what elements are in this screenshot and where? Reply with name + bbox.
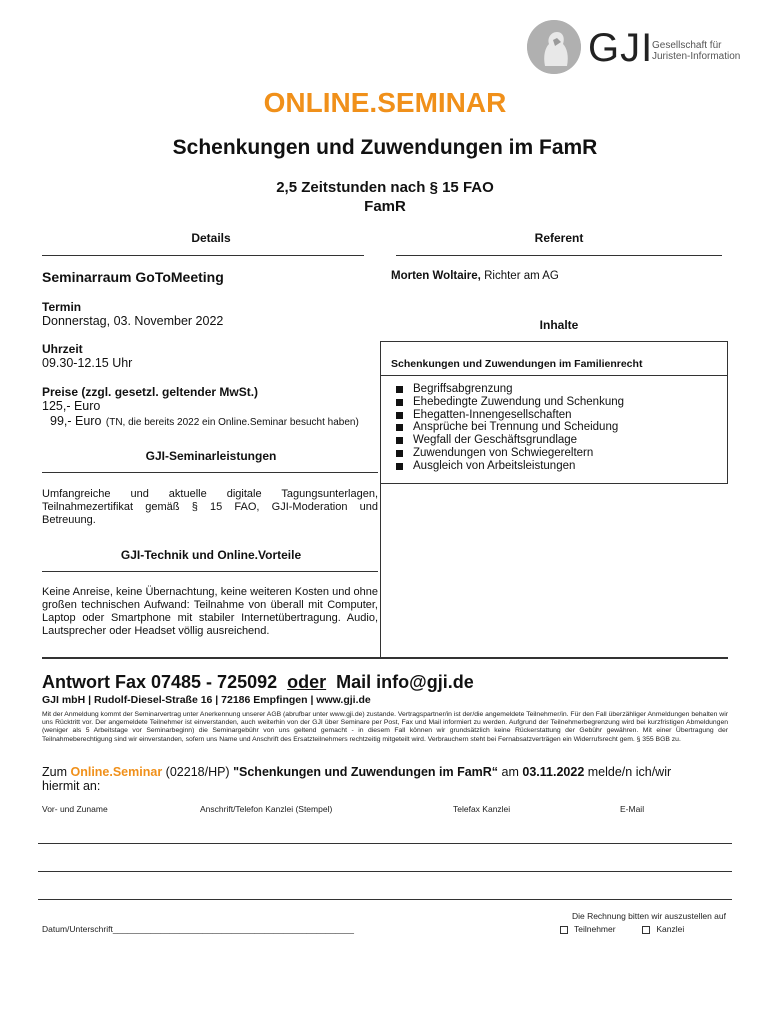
list-item: Zuwendungen von Schwiegereltern bbox=[393, 447, 624, 460]
divider bbox=[42, 571, 378, 572]
hours-info: 2,5 Zeitstunden nach § 15 FAO FamR bbox=[276, 179, 494, 215]
list-item: Ansprüche bei Trennung und Scheidung bbox=[393, 421, 624, 434]
list-item: Ehegatten-Innengesellschaften bbox=[393, 409, 624, 422]
gji-logo-emblem bbox=[527, 20, 581, 74]
address-line: GJI mbH | Rudolf-Diesel-Straße 16 | 72186 Empfingen | www.gji.de bbox=[42, 694, 371, 706]
fineprint: Mit der Anmeldung kommt der Seminarvertrag unter Anerkennung unserer AGB (abrufbar unter www.gji.de) zustande. Vertragspartner/in ist der/die angemeldete Teilnehmer/in. Für den Fall überzähliger Anmeldungen behalten wir uns Rücktritt vor. Der angemeldete Teilnehmer ist einverstanden, auch weiterhin von der GJI über Seminare per Post, Fax und Mail informiert zu werden. Aufgrund der Teilnehmerbegrenzung wird bei kurzfristigen Abmeldungen (weniger als 5 Arbeitstage vor Seminarbeginn) die Seminargebühr von uns geltend gemacht - in diesem Fall können wir grundsätzlich keine Rückerstattung der Gebühr gewähren. Mit einer Übertragung der Teilnahmeberechtigung sind wir einverstanden, sofern uns Name und Anschrift des Ersatzteilnehmers rechtzeitig mitgeteilt wird. Verbrauchern steht bei Fernabsatzverträgen ein Widerrufsrecht gem. § 355 BGB zu. bbox=[42, 711, 728, 743]
referent-heading: Referent bbox=[534, 231, 584, 245]
technik-heading: GJI-Technik und Online.Vorteile bbox=[120, 548, 302, 562]
signature-field[interactable]: Datum/Unterschrift___________________________________________________ bbox=[42, 924, 354, 934]
seminar-title: Schenkungen und Zuwendungen im FamR bbox=[172, 136, 598, 159]
form-line-1[interactable] bbox=[38, 843, 732, 864]
divider bbox=[42, 255, 364, 256]
divider bbox=[381, 375, 727, 376]
details-heading: Details bbox=[191, 231, 231, 245]
termin-value: Donnerstag, 03. November 2022 bbox=[42, 314, 224, 328]
divider bbox=[396, 255, 722, 256]
form-label-address: Anschrift/Telefon Kanzlei (Stempel) bbox=[200, 804, 333, 814]
price-reduced: 99,- Euro (TN, die bereits 2022 ein Online.Seminar besucht haben) bbox=[50, 414, 359, 428]
form-line-3[interactable] bbox=[38, 899, 732, 910]
venue: Seminarraum GoToMeeting bbox=[42, 269, 224, 285]
invoice-note: Die Rechnung bitten wir auszustellen auf bbox=[571, 911, 726, 921]
price-regular: 125,- Euro bbox=[42, 399, 101, 413]
logo-tagline: Gesellschaft für Juristen-Information bbox=[652, 40, 741, 62]
registration-text: Zum Online.Seminar (02218/HP) "Schenkungen und Zuwendungen im FamR“ am 03.11.2022 melde/n ich/wir hiermit an: bbox=[42, 765, 672, 793]
leistungen-text: Umfangreiche und aktuelle digitale Tagungsunterlagen, Teilnahmezertifikat gemäß § 15 FAO, GJI-Moderation und Betreuung. bbox=[42, 488, 378, 526]
referent-info: Morten Woltaire, Richter am AG bbox=[391, 270, 559, 282]
technik-text: Keine Anreise, keine Übernachtung, keine weiteren Kosten und ohne großen technischen Aufwand: Teilnahme von überall mit Computer, Laptop oder Smartphone mit stabiler Internetübertragung. Audio, Lautsprecher oder Headset völlig ausreichend. bbox=[42, 586, 378, 637]
inhalte-heading: Inhalte bbox=[539, 318, 579, 332]
checkbox-teilnehmer[interactable] bbox=[560, 926, 568, 934]
divider bbox=[42, 472, 378, 473]
inhalte-box bbox=[380, 341, 728, 484]
form-label-email: E-Mail bbox=[620, 804, 645, 814]
form-label-name: Vor- und Zuname bbox=[42, 804, 108, 814]
preise-label: Preise (zzgl. gesetzl. geltender MwSt.) bbox=[42, 385, 259, 399]
leistungen-heading: GJI-Seminarleistungen bbox=[145, 449, 277, 463]
answer-line: Antwort Fax 07485 - 725092 oder Mail info@gji.de bbox=[42, 672, 474, 692]
column-divider bbox=[380, 482, 381, 658]
inhalte-list bbox=[393, 383, 624, 473]
form-line-2[interactable] bbox=[38, 871, 732, 892]
headline: ONLINE.SEMINAR bbox=[263, 87, 507, 118]
termin-label: Termin bbox=[42, 300, 82, 314]
section-divider bbox=[42, 657, 728, 659]
inhalte-box-title: Schenkungen und Zuwendungen im Familienrecht bbox=[391, 358, 643, 370]
list-item: Begriffsabgrenzung bbox=[393, 383, 624, 396]
uhrzeit-value: 09.30-12.15 Uhr bbox=[42, 356, 133, 370]
logo-wordmark: GJI bbox=[588, 26, 654, 70]
invoice-options: Teilnehmer Kanzlei bbox=[560, 924, 684, 934]
checkbox-kanzlei[interactable] bbox=[642, 926, 650, 934]
list-item: Ehebedingte Zuwendung und Schenkung bbox=[393, 396, 624, 409]
form-label-fax: Telefax Kanzlei bbox=[453, 804, 511, 814]
list-item: Ausgleich von Arbeitsleistungen bbox=[393, 460, 624, 473]
uhrzeit-label: Uhrzeit bbox=[42, 342, 83, 356]
list-item: Wegfall der Geschäftsgrundlage bbox=[393, 434, 624, 447]
